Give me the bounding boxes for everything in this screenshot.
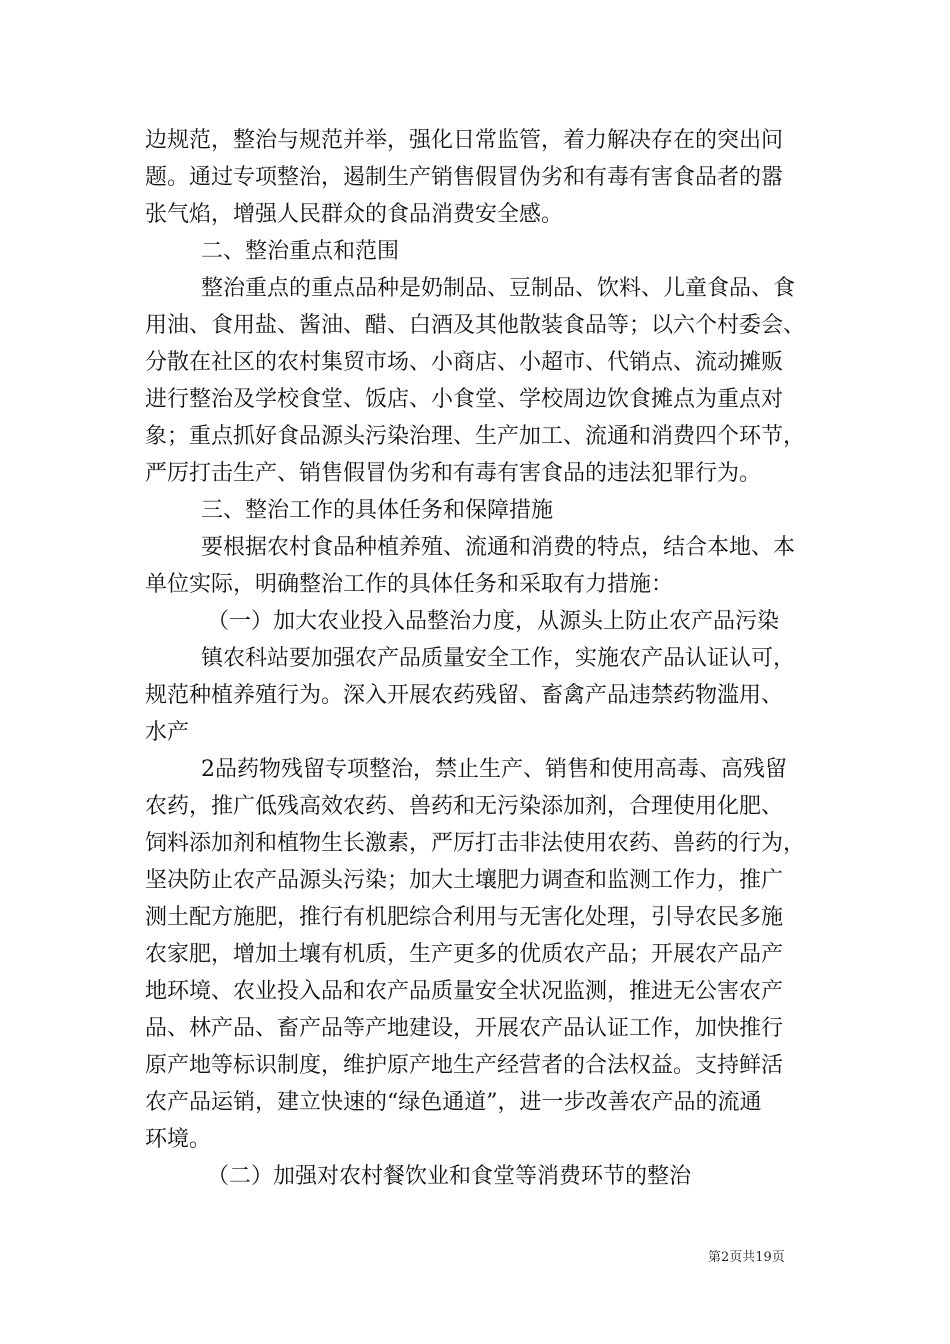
text-line: 边规范，整治与规范并举，强化日常监管，着力解决存在的突出问 <box>145 128 784 153</box>
text-line: 分散在社区的农村集贸市场、小商店、小超市、代销点、流动摊贩 <box>145 350 784 375</box>
subsection-heading: （一）加大农业投入品整治力度，从源头上防止农产品污染 <box>207 609 780 634</box>
text-line: 象；重点抓好食品源头污染治理、生产加工、流通和消费四个环节， <box>145 424 806 449</box>
section-heading: 三、整治工作的具体任务和保障措施 <box>201 498 554 523</box>
text-line: 坚决防止农产品源头污染；加大土壤肥力调查和监测工作力，推广 <box>145 868 784 893</box>
text-line: 测土配方施肥，推行有机肥综合利用与无害化处理，引导农民多施 <box>145 905 784 930</box>
text-line: 张气焰，增强人民群众的食品消费安全感。 <box>145 202 564 227</box>
text-line: 水产 <box>145 720 190 745</box>
document-body <box>145 122 813 1195</box>
text-line: 环境。 <box>145 1127 212 1152</box>
text-line: 整治重点的重点品种是奶制品、豆制品、饮料、儿童食品、食 <box>201 276 796 301</box>
text-line: 农产品运销，建立快速的“绿色通道”，进一步改善农产品的流通 <box>145 1090 762 1115</box>
text-line: 题。通过专项整治，遏制生产销售假冒伪劣和有毒有害食品者的嚣 <box>145 165 784 190</box>
text-line: 原产地等标识制度，维护原产地生产经营者的合法权益。支持鲜活 <box>145 1053 784 1078</box>
text-line: 要根据农村食品种植养殖、流通和消费的特点，结合本地、本 <box>201 535 796 560</box>
page-number-footer: 第2页共19页 <box>708 1250 785 1265</box>
text-line: 饲料添加剂和植物生长激素，严厉打击非法使用农药、兽药的行为， <box>145 831 806 856</box>
text-line: 镇农科站要加强农产品质量安全工作，实施农产品认证认可， <box>201 646 796 671</box>
text-line: 用油、食用盐、酱油、醋、白酒及其他散装食品等；以六个村委会、 <box>145 313 806 338</box>
text-line: 农家肥，增加土壤有机质，生产更多的优质农产品；开展农产品产 <box>145 942 784 967</box>
text-line: 农药，推广低残高效农药、兽药和无污染添加剂，合理使用化肥、 <box>145 794 784 819</box>
subsection-heading: （二）加强对农村餐饮业和食堂等消费环节的整治 <box>207 1164 692 1189</box>
text-line: 地环境、农业投入品和农产品质量安全状况监测，推进无公害农产 <box>145 979 784 1004</box>
text-line: 规范种植养殖行为。深入开展农药残留、畜禽产品违禁药物滥用、 <box>145 683 784 708</box>
text-line: 单位实际，明确整治工作的具体任务和采取有力措施： <box>145 572 674 597</box>
text-line: 品、林产品、畜产品等产地建设，开展农产品认证工作，加快推行 <box>145 1016 784 1041</box>
section-heading: 二、整治重点和范围 <box>201 239 400 264</box>
text-line: 进行整治及学校食堂、饭店、小食堂、学校周边饮食摊点为重点对 <box>145 387 784 412</box>
text-line: 严厉打击生产、销售假冒伪劣和有毒有害食品的违法犯罪行为。 <box>145 461 762 486</box>
text-line: 2品药物残留专项整治，禁止生产、销售和使用高毒、高残留 <box>201 757 787 782</box>
